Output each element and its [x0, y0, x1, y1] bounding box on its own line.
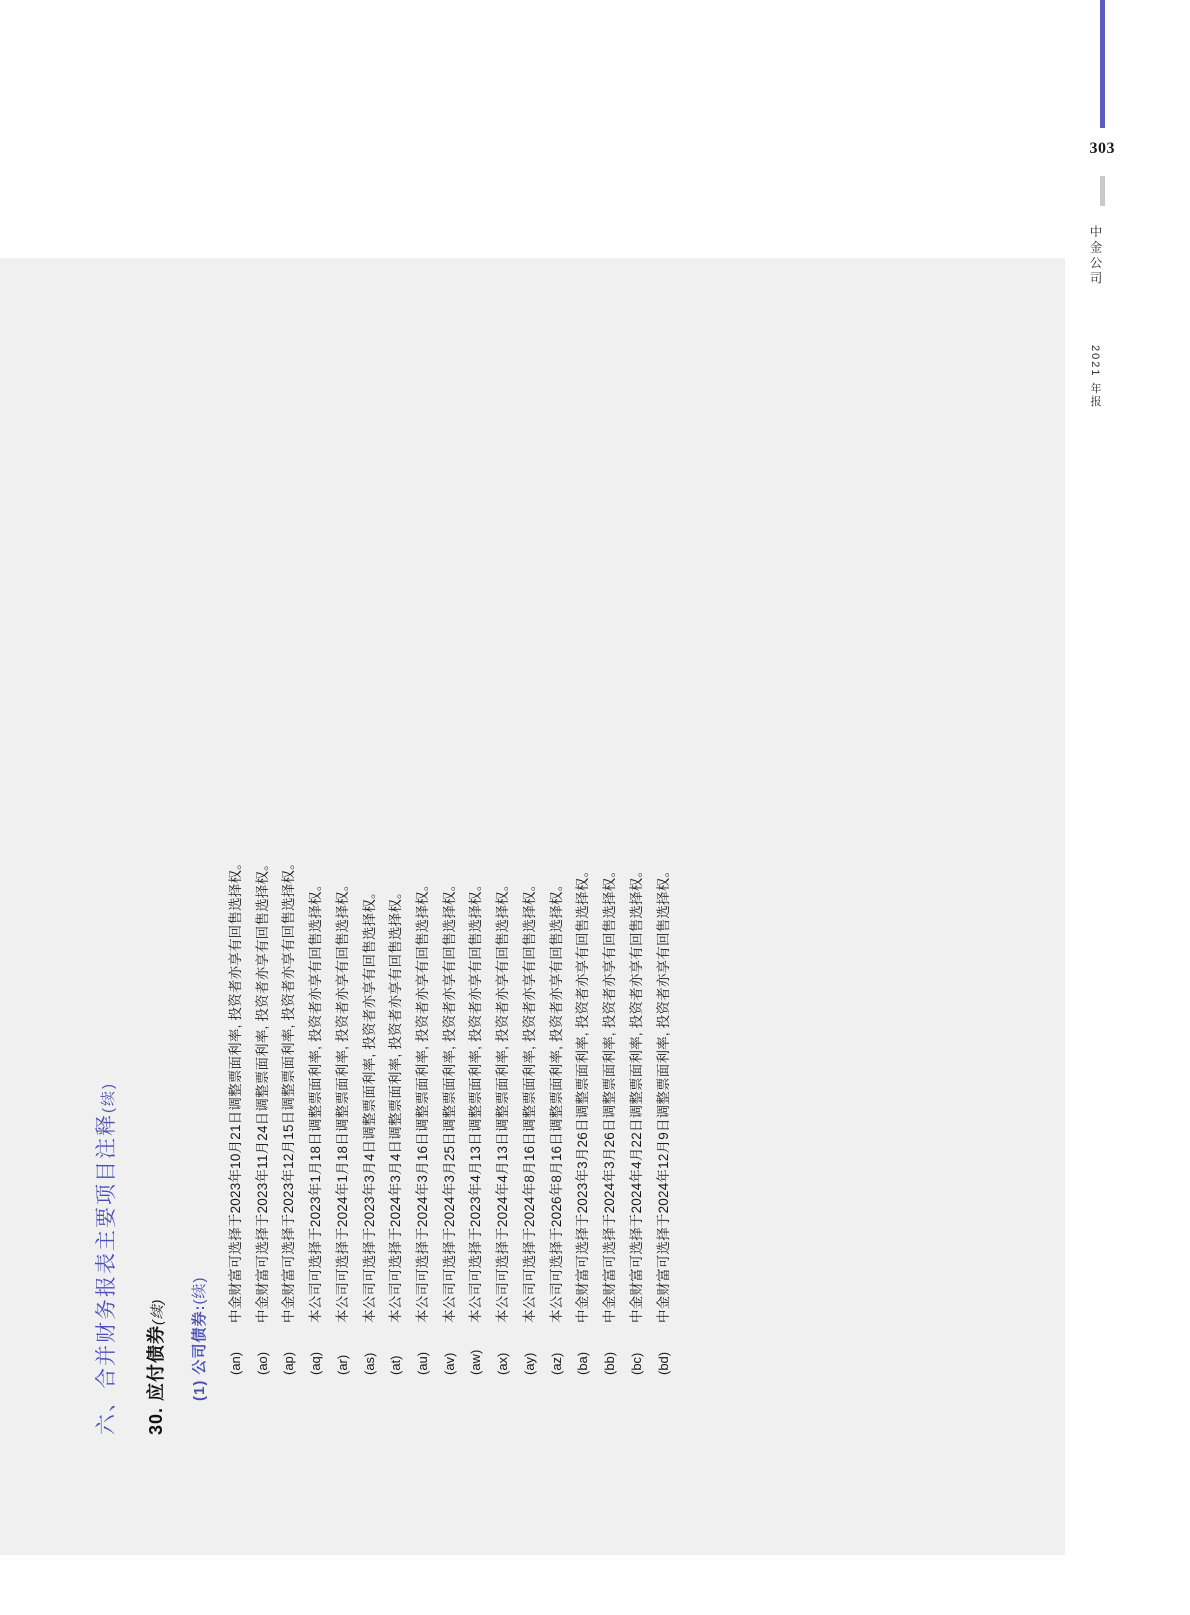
clause-text: 本公司可选择于2024年3月4日调整票面利率, 投资者亦享有回售选择权。 [388, 885, 404, 1323]
clause-text: 中金财富可选择于2023年11月24日调整票面利率, 投资者亦享有回售选择权。 [254, 857, 270, 1323]
clause-text: 中金财富可选择于2023年12月15日调整票面利率, 投资者亦享有回售选择权。 [281, 856, 297, 1323]
clause-label: (ao) [254, 1351, 270, 1375]
clause-label: (av) [441, 1352, 457, 1375]
clause-text: 本公司可选择于2024年3月16日调整票面利率, 投资者亦享有回售选择权。 [415, 877, 431, 1323]
clause-text: 本公司可选择于2023年1月18日调整票面利率, 投资者亦享有回售选择权。 [308, 877, 324, 1323]
document-content [90, 355, 681, 1435]
clause-label: (ax) [495, 1352, 511, 1375]
clause-label: (ap) [281, 1351, 297, 1375]
accent-rule-top [1100, 0, 1105, 128]
list-item [574, 355, 592, 1435]
list-item [494, 355, 512, 1435]
clause-text: 本公司可选择于2026年8月16日调整票面利率, 投资者亦享有回售选择权。 [548, 877, 564, 1323]
list-item [361, 355, 379, 1435]
note-title-text: 30. 应付债券 [146, 1324, 166, 1435]
clause-label: (au) [415, 1351, 431, 1375]
clause-label: (bc) [628, 1352, 644, 1375]
clause-label: (ba) [575, 1351, 591, 1375]
clause-label: (ar) [334, 1354, 350, 1375]
list-item [334, 355, 352, 1435]
subsection-title-suffix: (续) [191, 1276, 208, 1305]
clause-text: 本公司可选择于2023年3月4日调整票面利率, 投资者亦享有回售选择权。 [361, 885, 377, 1323]
list-item [387, 355, 405, 1435]
clause-text: 本公司可选择于2024年3月25日调整票面利率, 投资者亦享有回售选择权。 [441, 877, 457, 1323]
rotated-page-stage [0, 258, 1065, 1555]
section-title-text: 六、合并财务报表主要项目注释 [95, 1113, 118, 1435]
clause-list [227, 355, 673, 1435]
clause-label: (at) [388, 1355, 404, 1375]
clause-label: (az) [548, 1352, 564, 1375]
subsection-title-text: (1) 公司债券: [191, 1304, 208, 1401]
clause-label: (ay) [521, 1352, 537, 1375]
list-item [548, 355, 566, 1435]
clause-text: 本公司可选择于2024年4月13日调整票面利率, 投资者亦享有回售选择权。 [495, 877, 511, 1323]
clause-text: 中金财富可选择于2024年4月22日调整票面利率, 投资者亦享有回售选择权。 [628, 863, 644, 1323]
list-item [441, 355, 459, 1435]
note-title [142, 355, 168, 1435]
clause-text: 中金财富可选择于2023年10月21日调整票面利率, 投资者亦享有回售选择权。 [228, 856, 243, 1323]
list-item [227, 355, 245, 1435]
clause-label: (as) [361, 1352, 377, 1375]
right-margin-column [1065, 0, 1190, 1615]
list-item [307, 355, 325, 1435]
clause-label: (aq) [308, 1351, 324, 1375]
clause-text: 本公司可选择于2024年1月18日调整票面利率, 投资者亦享有回售选择权。 [334, 877, 350, 1323]
list-item [280, 355, 298, 1435]
page-number: 303 [1089, 140, 1115, 157]
clause-text: 本公司可选择于2023年4月13日调整票面利率, 投资者亦享有回售选择权。 [468, 877, 484, 1323]
clause-text: 中金财富可选择于2024年12月9日调整票面利率, 投资者亦享有回售选择权。 [655, 863, 671, 1323]
list-item [467, 355, 485, 1435]
clause-text: 中金财富可选择于2024年3月26日调整票面利率, 投资者亦享有回售选择权。 [602, 863, 618, 1323]
page-title [90, 355, 120, 1435]
accent-rule-bottom [1100, 176, 1105, 206]
clause-text: 中金财富可选择于2023年3月26日调整票面利率, 投资者亦享有回售选择权。 [575, 863, 591, 1323]
clause-label: (bd) [655, 1351, 671, 1375]
list-item [628, 355, 646, 1435]
running-header-company: 中金公司 [1088, 225, 1102, 287]
subsection-title [188, 355, 209, 1401]
list-item [601, 355, 619, 1435]
sideways-content [0, 258, 1065, 1555]
list-item [521, 355, 539, 1435]
clause-label: (an) [228, 1351, 243, 1375]
clause-label: (bb) [602, 1351, 618, 1375]
clause-label: (aw) [468, 1349, 484, 1375]
running-header-year: 2021 年报 [1089, 345, 1101, 409]
section-title-suffix: (续) [100, 1082, 117, 1113]
list-item [414, 355, 432, 1435]
list-item [254, 355, 272, 1435]
list-item [655, 355, 673, 1435]
note-title-suffix: (续) [149, 1298, 165, 1325]
clause-text: 本公司可选择于2024年8月16日调整票面利率, 投资者亦享有回售选择权。 [521, 877, 537, 1323]
